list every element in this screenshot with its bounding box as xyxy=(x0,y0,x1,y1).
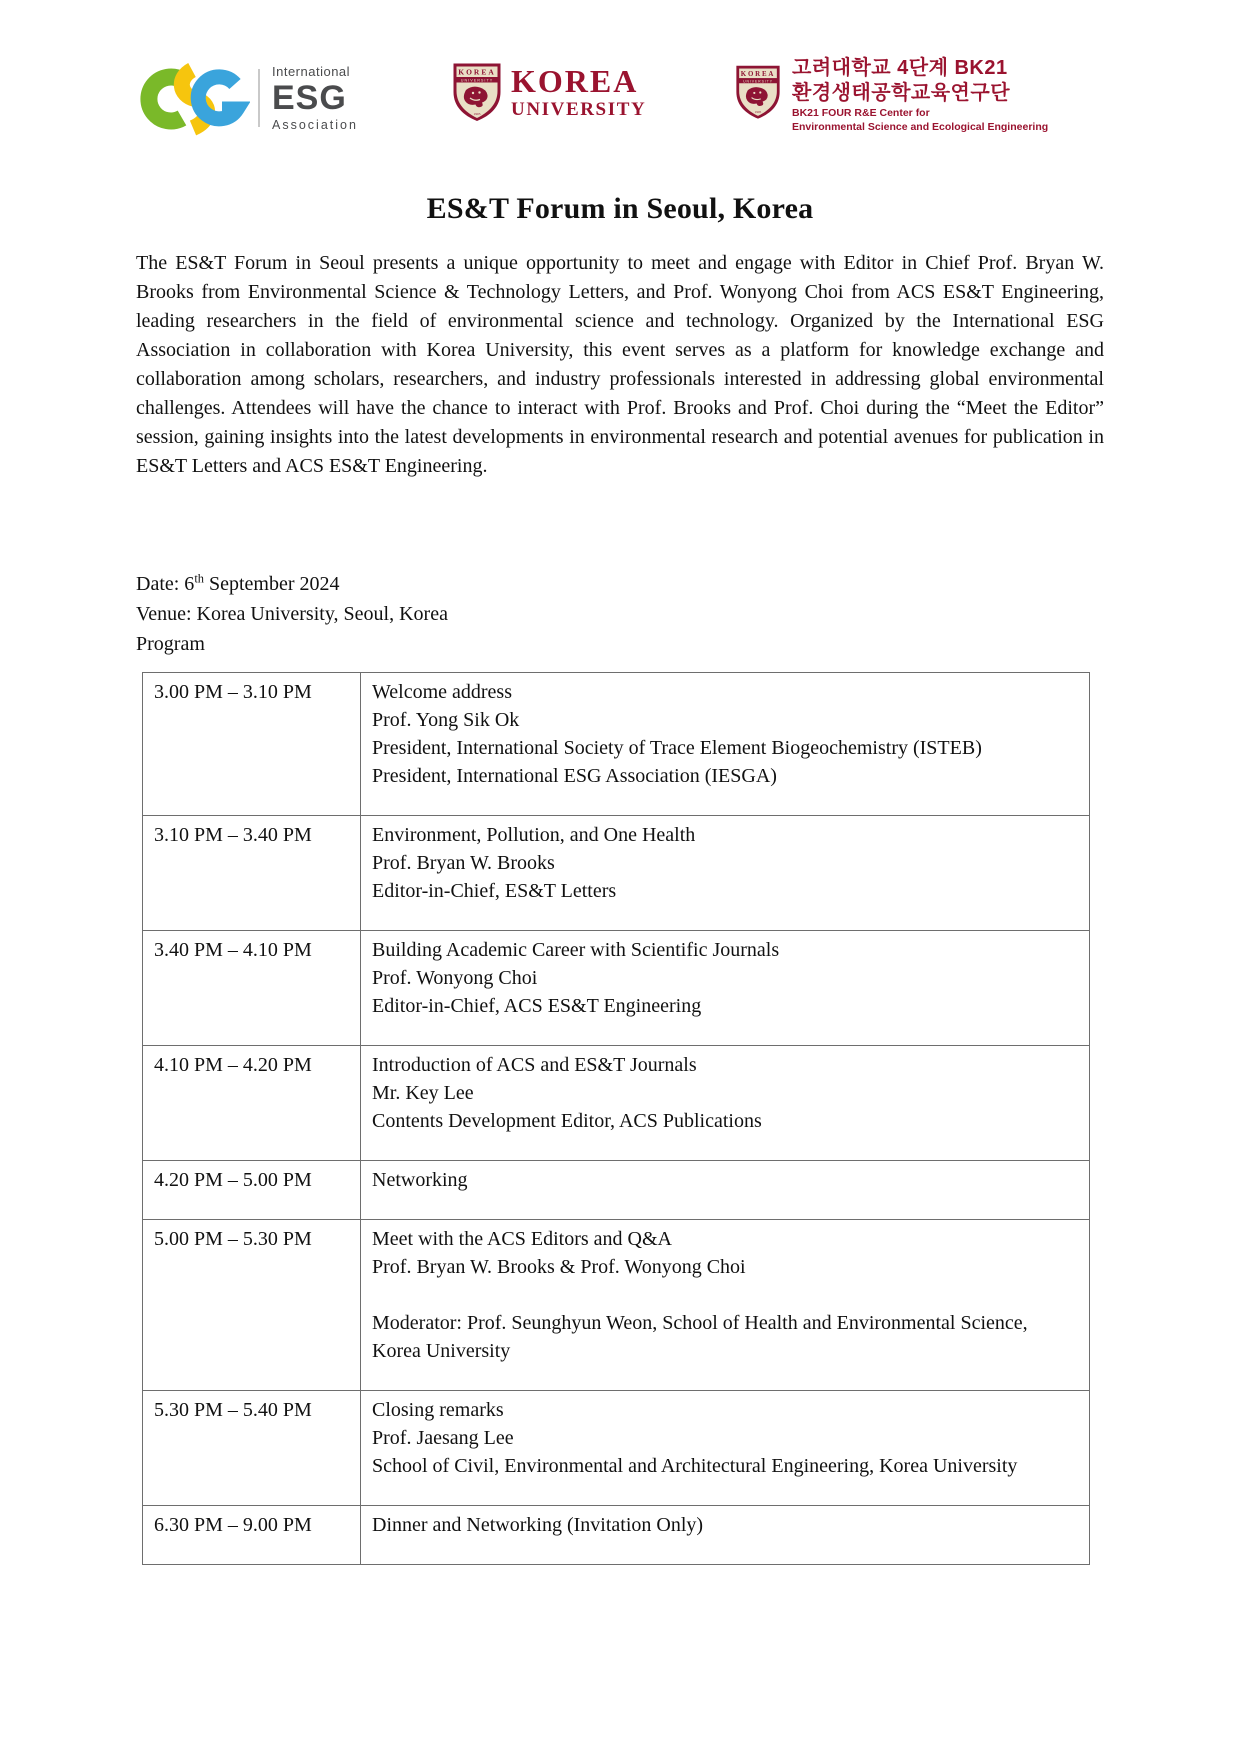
session-detail-line: Prof. Bryan W. Brooks & Prof. Wonyong Choi xyxy=(372,1256,746,1278)
session-detail-line: Building Academic Career with Scientific Journals xyxy=(372,939,780,961)
ku-wordmark-line2: UNIVERSITY xyxy=(511,99,647,120)
program-row xyxy=(143,1161,1090,1220)
program-table-body xyxy=(143,673,1090,1565)
session-detail-line: Editor-in-Chief, ES&T Letters xyxy=(372,880,617,902)
session-detail-line: Introduction of ACS and ES&T Journals xyxy=(372,1054,697,1076)
bk21-korean-line1: 고려대학교 4단계 BK21 xyxy=(792,57,1008,79)
session-detail-line xyxy=(372,1281,1079,1309)
esg-logo-icon xyxy=(138,58,250,138)
esg-logo-line3: Association xyxy=(272,117,358,132)
esg-logo-divider xyxy=(258,69,260,127)
session-detail-line: Prof. Wonyong Choi xyxy=(372,967,538,989)
event-venue: Venue: Korea University, Seoul, Korea xyxy=(136,603,448,625)
session-detail-line: Prof. Jaesang Lee xyxy=(372,1427,514,1449)
program-row xyxy=(143,816,1090,931)
program-row xyxy=(143,673,1090,816)
program-row xyxy=(143,1391,1090,1506)
session-detail-line: Prof. Bryan W. Brooks xyxy=(372,852,555,874)
korea-university-crest-icon xyxy=(452,62,502,122)
bk21-english-line2: Environmental Science and Ecological Engineering xyxy=(792,120,1049,133)
session-detail-line: Meet with the ACS Editors and Q&A xyxy=(372,1228,672,1250)
program-table xyxy=(142,672,1090,1565)
intro-paragraph: The ES&T Forum in Seoul presents a unique opportunity to meet and engage with Editor in Chief Prof. Bryan W. Brooks from Environmental Science & Technology Letters, and Prof. Wonyong Choi from ACS ES&T Engineering, leading researchers in the field of environmental science and technology. Organized by the International ESG Association in collaboration with Korea University, this event serves as a platform for knowledge exchange and collaboration among scholars, researchers, and industry professionals interested in addressing global environmental challenges. Attendees will have the chance to interact with Prof. Brooks and Prof. Choi during the “Meet the Editor” session, gaining insights into the latest developments in environmental research and potential avenues for publication in ES&T Letters and ACS ES&T Engineering. xyxy=(136,252,1104,477)
session-time: 3.00 PM – 3.10 PM xyxy=(143,673,361,816)
session-detail-line: Prof. Yong Sik Ok xyxy=(372,709,520,731)
event-date xyxy=(136,569,1104,599)
session-details xyxy=(361,673,1090,816)
session-time: 6.30 PM – 9.00 PM xyxy=(143,1506,361,1565)
program-row xyxy=(143,931,1090,1046)
session-detail-line: Mr. Key Lee xyxy=(372,1082,474,1104)
session-detail-line: Welcome address xyxy=(372,681,512,703)
program-row xyxy=(143,1046,1090,1161)
session-time: 3.40 PM – 4.10 PM xyxy=(143,931,361,1046)
event-date-ordinal: th xyxy=(194,571,204,586)
session-time: 5.30 PM – 5.40 PM xyxy=(143,1391,361,1506)
korea-university-logo xyxy=(452,62,646,122)
session-detail-line: Dinner and Networking (Invitation Only) xyxy=(372,1514,704,1536)
session-details xyxy=(361,1161,1090,1220)
program-label: Program xyxy=(136,633,205,655)
session-details xyxy=(361,1506,1090,1565)
header-logo-row xyxy=(0,0,1240,150)
event-date-prefix: Date: 6 xyxy=(136,573,195,595)
session-detail-line: Moderator: Prof. Seunghyun Weon, School of Health and Environmental Science, Korea University xyxy=(372,1312,1028,1362)
session-time: 4.10 PM – 4.20 PM xyxy=(143,1046,361,1161)
esg-association-logo xyxy=(138,58,358,138)
bk21-center-logo xyxy=(735,58,1048,132)
session-time: 4.20 PM – 5.00 PM xyxy=(143,1161,361,1220)
program-row xyxy=(143,1220,1090,1391)
bk21-crest-icon xyxy=(735,58,781,126)
session-detail-line: School of Civil, Environmental and Architectural Engineering, Korea University xyxy=(372,1455,1018,1477)
session-details xyxy=(361,1220,1090,1391)
session-detail-line: Editor-in-Chief, ACS ES&T Engineering xyxy=(372,995,702,1017)
session-detail-line: Contents Development Editor, ACS Publications xyxy=(372,1110,762,1132)
bk21-english-line1: BK21 FOUR R&E Center for xyxy=(792,107,930,119)
event-date-suffix: September 2024 xyxy=(203,573,340,595)
session-detail-line: Closing remarks xyxy=(372,1399,504,1421)
session-detail-line: President, International Society of Trace Element Biogeochemistry (ISTEB) xyxy=(372,737,982,759)
session-detail-line: Environment, Pollution, and One Health xyxy=(372,824,696,846)
ku-wordmark-line1: KOREA xyxy=(511,63,639,99)
event-meta xyxy=(136,569,1104,659)
session-detail-line: President, International ESG Association (IESGA) xyxy=(372,765,777,787)
session-details xyxy=(361,816,1090,931)
session-time: 3.10 PM – 3.40 PM xyxy=(143,816,361,931)
session-details xyxy=(361,931,1090,1046)
session-details xyxy=(361,1046,1090,1161)
esg-logo-line1: International xyxy=(272,63,351,79)
session-detail-line: Networking xyxy=(372,1169,468,1191)
session-time: 5.00 PM – 5.30 PM xyxy=(143,1220,361,1391)
page-title: ES&T Forum in Seoul, Korea xyxy=(426,192,814,225)
bk21-korean-line2: 환경생태공학교육연구단 xyxy=(792,82,1011,104)
esg-logo-line2: ESG xyxy=(272,78,347,117)
session-details xyxy=(361,1391,1090,1506)
program-row xyxy=(143,1506,1090,1565)
